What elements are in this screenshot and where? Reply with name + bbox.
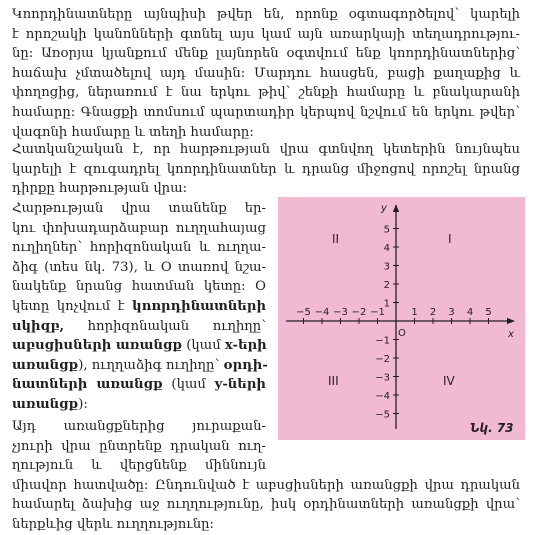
term-ordinate: օրդի- [223, 357, 268, 373]
text-line: չյուրի վրա ընտրենք դրական ուղ- [12, 438, 266, 454]
text-line: համարել ձախից աջ ուղղությունը, իսկ օրդինատների առանցքի վրա՝ [12, 497, 520, 513]
text-line: Հատկանշական է, որ հարթության վրա գտնվող կետերին նույնպես [12, 142, 520, 157]
term-origin: սկիզբ, [12, 318, 65, 334]
coordinate-plane-svg [278, 197, 525, 440]
term-coordinates: կոորդինատների [132, 298, 266, 314]
quadrant-3-label: III [328, 374, 339, 388]
text-line: համարը: Գնացքի տոմսում պարտադիր կերպով նշվում են երկու թվեր՝ [12, 104, 520, 120]
text-line: կարելի է զուգադրել կոորդինատներ և դրանց միջոցով որոշել նրանց [12, 161, 520, 177]
x-tick-label: 2 [429, 307, 437, 318]
text-line: ուղիղներ՝ հորիզոնական և ուղղա- [12, 240, 266, 256]
text-line: դիրքը հարթության վրա: [12, 181, 188, 197]
x-tick-label: 1 [411, 307, 418, 318]
text-line: Այդ առանցքներից յուրաքան- [12, 419, 266, 434]
coordinate-plane-figure [278, 197, 525, 440]
text-line [12, 375, 266, 395]
text-line: ներքևից վերև ուղղությունը: [12, 516, 214, 532]
text-segment: հորիզոնական ուղիղը՝ [64, 318, 266, 334]
y-tick-label: 1 [383, 298, 390, 310]
text-line: հաճախ չմտածելով այդ մասին: Մարդու հասցեն, բացի քաղաքից և [12, 65, 520, 81]
text-segment: կետը կոչվում է [12, 298, 133, 314]
text-line: վագոնի համարը և տեղի համարը: [12, 124, 254, 140]
term-axis: առանցք [12, 396, 79, 412]
x-tick-label: 3 [448, 307, 455, 318]
paragraph-axis-direction [12, 417, 520, 535]
text-line: փողոցից, ներառում է նա երկու թիվ՝ շենքի համարը և բնակարանի [12, 85, 520, 101]
x-tick-label: −2 [351, 307, 367, 318]
text-line: նը: Առօրյա կյանքում մենք լայնորեն օգտվում ենք կոորդինատներից՝ [12, 46, 520, 62]
text-line [12, 317, 266, 337]
x-tick-label: −5 [296, 307, 311, 318]
y-tick-label: 5 [383, 224, 390, 236]
term-abscissa-axis: աբսցիսների առանցք [12, 338, 183, 354]
text-line: նակենք նրանց հատման կետը: O [12, 279, 266, 295]
paragraph-plane-points [12, 140, 520, 199]
y-axis-label: y [381, 203, 387, 214]
x-tick-label: −4 [314, 307, 330, 318]
quadrant-1-label: I [448, 232, 452, 246]
text-line: է որոշակի կանոնների գտնել այս կամ այն առարկայի տեղադրությու- [12, 26, 520, 42]
y-tick-label: −3 [375, 372, 390, 384]
text-segment: ), ուղղաձիգ ուղիղը՝ [78, 357, 224, 373]
term-y-axis: y-ների [214, 377, 266, 393]
text-segment: (կամ [182, 338, 225, 354]
text-line: միավոր հատվածը: Ընդունված է աբսցիսների առանցքի վրա դրական [12, 477, 520, 493]
y-tick-label: −2 [375, 354, 390, 365]
paragraph-axes-definition [12, 199, 266, 415]
term-x-axis: x-երի [224, 338, 267, 354]
paragraph-coordinates-intro [12, 5, 520, 142]
text-line: ձիգ (տես նկ. 73), և O տառով նշա- [12, 259, 266, 275]
figure-caption: Նկ. 73 [470, 421, 514, 435]
y-tick-label: 2 [383, 280, 390, 291]
text-line [12, 297, 266, 317]
x-tick-label: −1 [370, 307, 385, 318]
text-line [12, 336, 266, 356]
text-line: ղություն և վերցնենք միննույն [12, 458, 266, 474]
term-axis: առանցք [12, 357, 79, 373]
text-line: Կոորդինատները այնպիսի թվեր են, որոնք օգտագործելով՝ կարելի [12, 7, 520, 22]
x-axis-label: x [508, 329, 514, 340]
y-tick-label: −1 [375, 335, 390, 347]
term-ordinate-axis: նատների առանցք [12, 377, 163, 393]
text-line: Հարթության վրա տանենք եր- [12, 201, 266, 216]
text-segment: ): [78, 396, 88, 412]
text-line [12, 395, 266, 415]
text-segment: (կամ [162, 377, 215, 393]
text-line [12, 356, 266, 376]
y-tick-label: 3 [383, 261, 390, 273]
x-tick-label: −3 [333, 307, 348, 318]
y-tick-label: −4 [375, 391, 390, 402]
x-tick-label: 5 [485, 307, 492, 318]
text-line: կու փոխադարձաբար ուղղահայաց [12, 220, 266, 236]
y-tick-label: 4 [383, 243, 390, 254]
x-tick-label: 4 [466, 307, 474, 318]
origin-label: O [398, 328, 406, 339]
y-tick-label: −5 [375, 409, 390, 421]
quadrant-2-label: II [332, 232, 340, 246]
quadrant-4-label: IV [443, 374, 455, 388]
